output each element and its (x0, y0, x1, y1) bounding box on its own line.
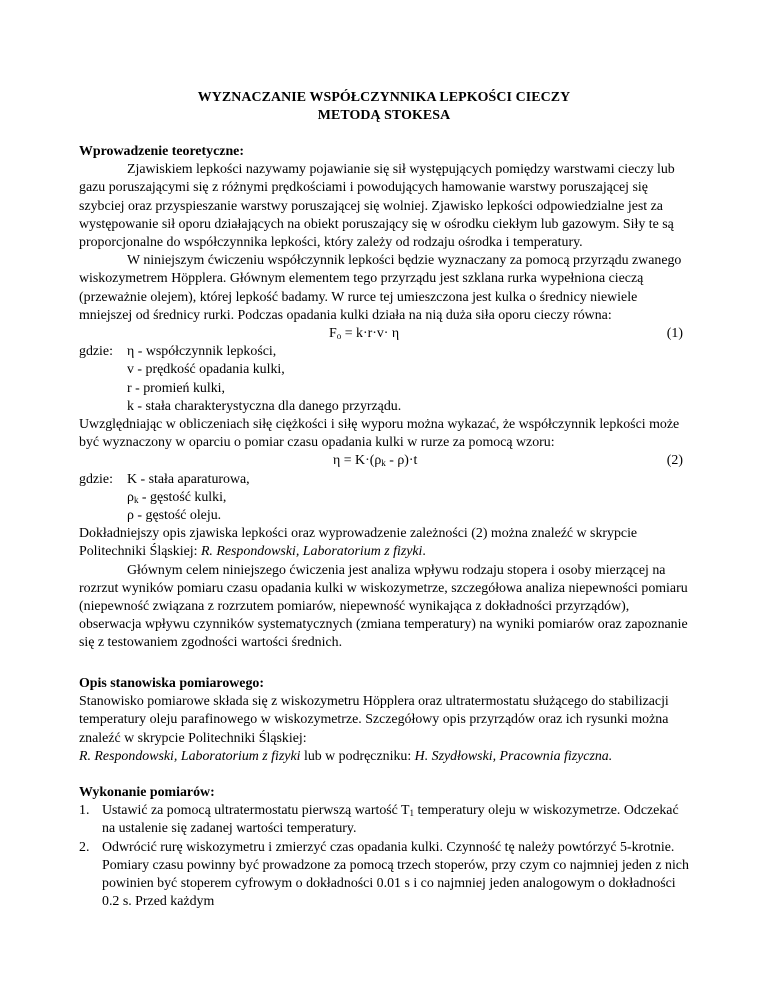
where-list-2-item: ρ - gęstość oleju. (127, 508, 222, 524)
where-list-1-item: k - stała charakterystyczna dla danego przyrządu. (127, 398, 402, 414)
section-heading-setup: Opis stanowiska pomiarowego: (79, 676, 264, 691)
section-heading-introduction: Wprowadzenie teoretyczne: (79, 144, 244, 159)
reference-szydlowski: H. Szydłowski, Pracownia fizyczna. (414, 748, 613, 764)
document-title-line-2: METODĄ STOKESA (317, 108, 451, 123)
equation-1-formula: $F_o = k\cdot r\cdot v\cdot \eta$ (329, 326, 400, 342)
document-title-line-1: WYZNACZANIE WSPÓŁCZYNNIKA LEPKOŚCI CIECZY (197, 90, 571, 105)
intro-paragraph-4: Dokładniejszy opis zjawiska lepkości oraz wyprowadzenie zależności (2) można znaleźć w skrypcie Politechniki Śląskiej: R. Respondowski, Laboratorium z fizyki. (79, 526, 638, 560)
intro-paragraph-1: Zjawiskiem lepkości nazywamy pojawianie się sił występujących pomiędzy warstwami cieczy lub gazu poruszającymi się z różnymi prędkościami i powodujących hamowanie warstwy poruszającej się szybciej oraz przyspieszanie warstwy poruszającej się wolniej. Zjawisko lepkości odpowiedzialne jest za występowanie sił oporu działających na obiekt poruszający się w ośrodku ciekłym lub gazowym. Siły te są proporcjonalne do współczynnika lepkości, który zależy od rodzaju ośrodka i temperatury. (79, 162, 675, 251)
section-measurements (79, 784, 691, 911)
section-introduction (79, 143, 691, 653)
intro-paragraph-5: Głównym celem niniejszego ćwiczenia jest analiza wpływu rodzaju stopera i osoby mierzącej na rozrzut wyników pomiaru czasu opadania kulki w wiskozymetrze, szczegółowa analiza niepewności pomiaru (niepewność związana z rozrzutem pomiarów, niepewność wynikająca z dokładności przyrządów), obserwacja wpływu czynników systematycznych (zmiana temperatury) na wyniki pomiarów oraz zapoznanie się z testowaniem zgodności wartości średnich. (79, 562, 688, 651)
where-list-1-item: r - promień kulki, (127, 380, 225, 396)
equation-2 (79, 452, 691, 470)
intro-paragraph-3: Uwzględniając w obliczeniach siłę ciężkości i siłę wyporu można wykazać, że współczynnik lepkości może być wyznaczony w oparciu o pomiar czasu opadania kulki w rurze za pomocą wzoru: (79, 417, 680, 451)
where-list-1-first: gdzie: η - współczynnik lepkości, (79, 344, 277, 360)
where-list-1-item: v - prędkość opadania kulki, (127, 362, 285, 378)
measurement-steps-list (79, 802, 691, 911)
reference-respondowski: R. Respondowski, Laboratorium z fizyki (79, 748, 301, 764)
section-heading-measurements: Wykonanie pomiarów: (79, 785, 215, 800)
setup-paragraph: Stanowisko pomiarowe składa się z wiskozymetru Höpplera oraz ultratermostatu służącego do stabilizacji temperatury oleju parafinowego w wiskozymetrze. Szczegółowy opis przyrządów oraz ich rysunki można znaleźć w skrypcie Politechniki Śląskiej: R. Respondowski, Laboratorium z fizyki lub w podręczniku: H. Szydłowski, Pracownia fizyczna. (79, 694, 669, 764)
equation-2-formula: $\eta = K\cdot(\rho_k - \rho)\cdot t$ (333, 453, 418, 469)
equation-1-number: (1) (666, 326, 683, 342)
where-list-2-first: gdzie: K - stała aparaturowa, (79, 471, 250, 487)
measurement-step-2: 2. Odwrócić rurę wiskozymetru i zmierzyć czas opadania kulki. Czynność tę należy powtórzyć 5-krotnie. Pomiary czasu powinny być prowadzone za pomocą trzech stoperów, przy czym co najmniej jeden z nich powinien być stoperem cyfrowym o dokładności 0.01 s i co najmniej jeden analogowym o dokładności 0.2 s. Przed każdym (79, 839, 689, 910)
where-list-2-item: $\rho_k$ - gęstość kulki, (127, 489, 227, 505)
measurement-step-1: 1. Ustawić za pomocą ultratermostatu pierwszą wartość $T_1$ temperatury oleju w wiskozymetrze. Odczekać na ustalenie się zadanej wartości temperatury. (79, 803, 679, 837)
equation-1 (79, 325, 691, 343)
section-setup (79, 675, 691, 766)
intro-paragraph-2: W niniejszym ćwiczeniu współczynnik lepkości będzie wyznaczany za pomocą przyrządu zwanego wiskozymetrem Höpplera. Głównym elementem tego przyrządu jest szklana rurka wypełniona cieczą (przeważnie olejem), której lepkość badamy. W rurce tej umieszczona jest kulka o średnicy niewiele mniejszej od średnicy rurki. Podczas opadania kulki działa na nią duża siła oporu cieczy równa: (79, 253, 682, 323)
equation-2-number: (2) (666, 453, 683, 469)
reference-respondowski: R. Respondowski, Laboratorium z fizyki (200, 544, 423, 560)
